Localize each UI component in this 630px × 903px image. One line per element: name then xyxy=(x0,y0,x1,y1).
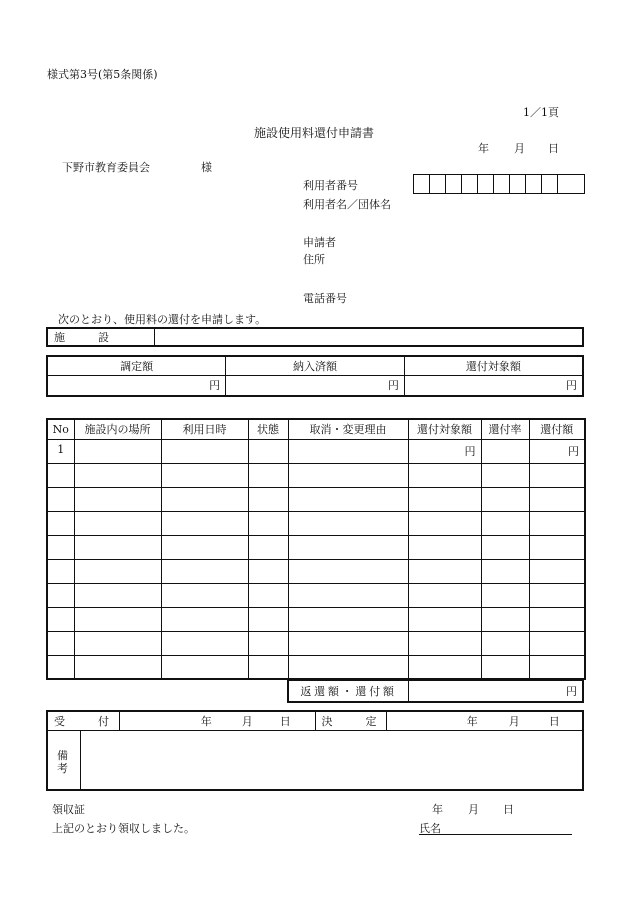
row-location[interactable] xyxy=(74,463,161,487)
assessed-amount-header: 調定額 xyxy=(47,356,226,375)
row-datetime[interactable] xyxy=(161,559,248,583)
row-refund-amount[interactable] xyxy=(529,463,585,487)
date-day: 日 xyxy=(548,142,559,155)
col-status: 状態 xyxy=(248,419,288,439)
row-status[interactable] xyxy=(248,631,288,655)
receipt-statement: 上記のとおり領収しました。 xyxy=(52,822,195,835)
row-no[interactable] xyxy=(47,535,74,559)
user-number-digit[interactable] xyxy=(446,175,462,193)
row-datetime[interactable] xyxy=(161,487,248,511)
user-number-digit[interactable] xyxy=(510,175,526,193)
row-location[interactable] xyxy=(74,559,161,583)
row-location[interactable] xyxy=(74,583,161,607)
intro-text: 次のとおり、使用料の還付を申請します。 xyxy=(58,313,267,326)
row-refund-amount[interactable]: 円 xyxy=(529,439,585,463)
row-refund-target[interactable] xyxy=(408,463,481,487)
row-refund-rate[interactable] xyxy=(481,559,529,583)
row-no[interactable] xyxy=(47,631,74,655)
row-refund-target[interactable] xyxy=(408,511,481,535)
table-row xyxy=(47,487,585,511)
table-row xyxy=(47,655,585,679)
row-location[interactable] xyxy=(74,535,161,559)
receipt-label: 領収証 xyxy=(52,803,85,816)
details-table xyxy=(46,418,586,680)
row-refund-amount[interactable] xyxy=(529,559,585,583)
received-label: 受 付 xyxy=(47,711,119,730)
row-datetime[interactable] xyxy=(161,463,248,487)
address-label: 住所 xyxy=(303,253,325,266)
received-day: 日 xyxy=(279,714,291,728)
row-reason[interactable] xyxy=(288,487,408,511)
row-datetime[interactable] xyxy=(161,607,248,631)
user-number-field[interactable] xyxy=(413,174,585,194)
table-row xyxy=(47,559,585,583)
user-number-digit[interactable] xyxy=(414,175,430,193)
table-row xyxy=(47,439,585,463)
received-month: 月 xyxy=(241,714,253,728)
assessed-amount-unit[interactable]: 円 xyxy=(47,375,226,396)
row-reason[interactable] xyxy=(288,511,408,535)
row-refund-rate[interactable] xyxy=(481,439,529,463)
row-location[interactable] xyxy=(74,487,161,511)
row-refund-rate[interactable] xyxy=(481,463,529,487)
row-refund-target[interactable] xyxy=(408,607,481,631)
row-reason[interactable] xyxy=(288,631,408,655)
row-reason[interactable] xyxy=(288,535,408,559)
user-number-digit[interactable] xyxy=(526,175,542,193)
paid-amount-header: 納入済額 xyxy=(226,356,405,375)
col-location: 施設内の場所 xyxy=(74,419,161,439)
decision-date[interactable] xyxy=(386,711,583,730)
row-refund-amount[interactable] xyxy=(529,655,585,679)
total-label: 返還額・還付額 xyxy=(288,680,409,702)
table-row xyxy=(47,535,585,559)
user-number-digit[interactable] xyxy=(542,175,558,193)
row-datetime[interactable] xyxy=(161,535,248,559)
row-no[interactable] xyxy=(47,463,74,487)
applicant-label: 申請者 xyxy=(303,236,336,249)
row-refund-amount[interactable] xyxy=(529,511,585,535)
row-no[interactable]: 1 xyxy=(47,439,74,463)
row-refund-target[interactable] xyxy=(408,655,481,679)
refund-target-unit[interactable]: 円 xyxy=(566,379,577,393)
row-refund-amount[interactable] xyxy=(529,631,585,655)
row-no[interactable] xyxy=(47,487,74,511)
row-reason[interactable] xyxy=(288,583,408,607)
row-reason[interactable] xyxy=(288,607,408,631)
facility-table xyxy=(46,327,584,347)
user-number-digit[interactable] xyxy=(558,175,584,193)
row-refund-rate[interactable] xyxy=(481,487,529,511)
row-refund-target[interactable] xyxy=(408,583,481,607)
row-datetime[interactable] xyxy=(161,583,248,607)
row-datetime[interactable] xyxy=(161,439,248,463)
row-refund-amount[interactable] xyxy=(529,583,585,607)
row-reason[interactable] xyxy=(288,559,408,583)
remarks-label: 備考 xyxy=(57,748,68,775)
row-refund-target[interactable] xyxy=(408,487,481,511)
row-no[interactable] xyxy=(47,655,74,679)
row-no[interactable] xyxy=(47,583,74,607)
row-no[interactable] xyxy=(47,607,74,631)
user-number-digit[interactable] xyxy=(494,175,510,193)
row-refund-amount[interactable] xyxy=(529,607,585,631)
receipt-signature-line[interactable] xyxy=(419,834,572,835)
row-no[interactable] xyxy=(47,511,74,535)
receipt-name-label: 氏名 xyxy=(419,822,441,835)
row-no[interactable] xyxy=(47,559,74,583)
paid-amount-unit[interactable]: 円 xyxy=(226,375,405,396)
table-row xyxy=(47,607,585,631)
col-reason: 取消・変更理由 xyxy=(288,419,408,439)
col-no: No xyxy=(47,419,74,439)
total-table xyxy=(287,679,584,703)
date-year: 年 xyxy=(478,142,489,155)
row-refund-rate[interactable] xyxy=(481,535,529,559)
user-number-digit[interactable] xyxy=(462,175,478,193)
row-status[interactable] xyxy=(248,439,288,463)
row-status[interactable] xyxy=(248,607,288,631)
row-status[interactable] xyxy=(248,463,288,487)
honorific: 様 xyxy=(201,161,212,174)
row-status[interactable] xyxy=(248,655,288,679)
decision-year: 年 xyxy=(466,714,478,728)
details-header-row xyxy=(47,419,585,439)
row-refund-amount[interactable] xyxy=(529,535,585,559)
total-amount-unit[interactable]: 円 xyxy=(566,685,577,698)
row-reason[interactable] xyxy=(288,463,408,487)
receipt-year: 年 xyxy=(432,803,443,816)
row-datetime[interactable] xyxy=(161,655,248,679)
addressee: 下野市教育委員会 xyxy=(62,161,150,174)
row-datetime[interactable] xyxy=(161,511,248,535)
row-status[interactable] xyxy=(248,487,288,511)
date-month: 月 xyxy=(514,142,525,155)
row-refund-target[interactable] xyxy=(408,535,481,559)
row-status[interactable] xyxy=(248,511,288,535)
row-refund-rate[interactable] xyxy=(481,511,529,535)
decision-month: 月 xyxy=(508,714,520,728)
user-number-digit[interactable] xyxy=(478,175,494,193)
col-datetime: 利用日時 xyxy=(161,419,248,439)
user-name-label: 利用者名／団体名 xyxy=(303,198,391,211)
row-status[interactable] xyxy=(248,535,288,559)
row-reason[interactable] xyxy=(288,439,408,463)
receipt-day: 日 xyxy=(503,803,514,816)
decision-label: 決 定 xyxy=(316,711,386,730)
table-row xyxy=(47,631,585,655)
row-refund-target[interactable] xyxy=(408,559,481,583)
row-refund-target[interactable]: 円 xyxy=(408,439,481,463)
refund-target-header: 還付対象額 xyxy=(404,356,583,375)
row-status[interactable] xyxy=(248,559,288,583)
receipt-month: 月 xyxy=(468,803,479,816)
table-row xyxy=(47,463,585,487)
row-status[interactable] xyxy=(248,583,288,607)
decision-day: 日 xyxy=(548,714,560,728)
received-date[interactable] xyxy=(119,711,316,730)
row-refund-rate[interactable] xyxy=(481,631,529,655)
amounts-table xyxy=(46,355,584,397)
remarks-area[interactable] xyxy=(47,730,583,790)
facility-value[interactable] xyxy=(155,328,584,346)
row-refund-target[interactable] xyxy=(408,631,481,655)
row-refund-rate[interactable] xyxy=(481,655,529,679)
page-indicator: 1／1頁 xyxy=(523,106,559,119)
row-refund-rate[interactable] xyxy=(481,583,529,607)
row-location[interactable] xyxy=(74,511,161,535)
row-datetime[interactable] xyxy=(161,631,248,655)
office-use-table xyxy=(46,710,584,791)
table-row xyxy=(47,511,585,535)
received-year: 年 xyxy=(200,714,212,728)
col-refund-rate: 還付率 xyxy=(481,419,529,439)
user-number-digit[interactable] xyxy=(430,175,446,193)
row-refund-amount[interactable] xyxy=(529,487,585,511)
col-refund-target: 還付対象額 xyxy=(408,419,481,439)
row-location[interactable] xyxy=(74,631,161,655)
form-number: 様式第3号(第5条関係) xyxy=(47,68,158,81)
facility-label: 施 設 xyxy=(47,328,155,346)
page-title: 施設使用料還付申請書 xyxy=(254,126,375,140)
row-location[interactable] xyxy=(74,655,161,679)
row-refund-rate[interactable] xyxy=(481,607,529,631)
col-refund-amount: 還付額 xyxy=(529,419,585,439)
table-row xyxy=(47,583,585,607)
row-location[interactable] xyxy=(74,439,161,463)
row-location[interactable] xyxy=(74,607,161,631)
row-reason[interactable] xyxy=(288,655,408,679)
phone-label: 電話番号 xyxy=(303,292,347,305)
user-number-label: 利用者番号 xyxy=(303,179,358,192)
